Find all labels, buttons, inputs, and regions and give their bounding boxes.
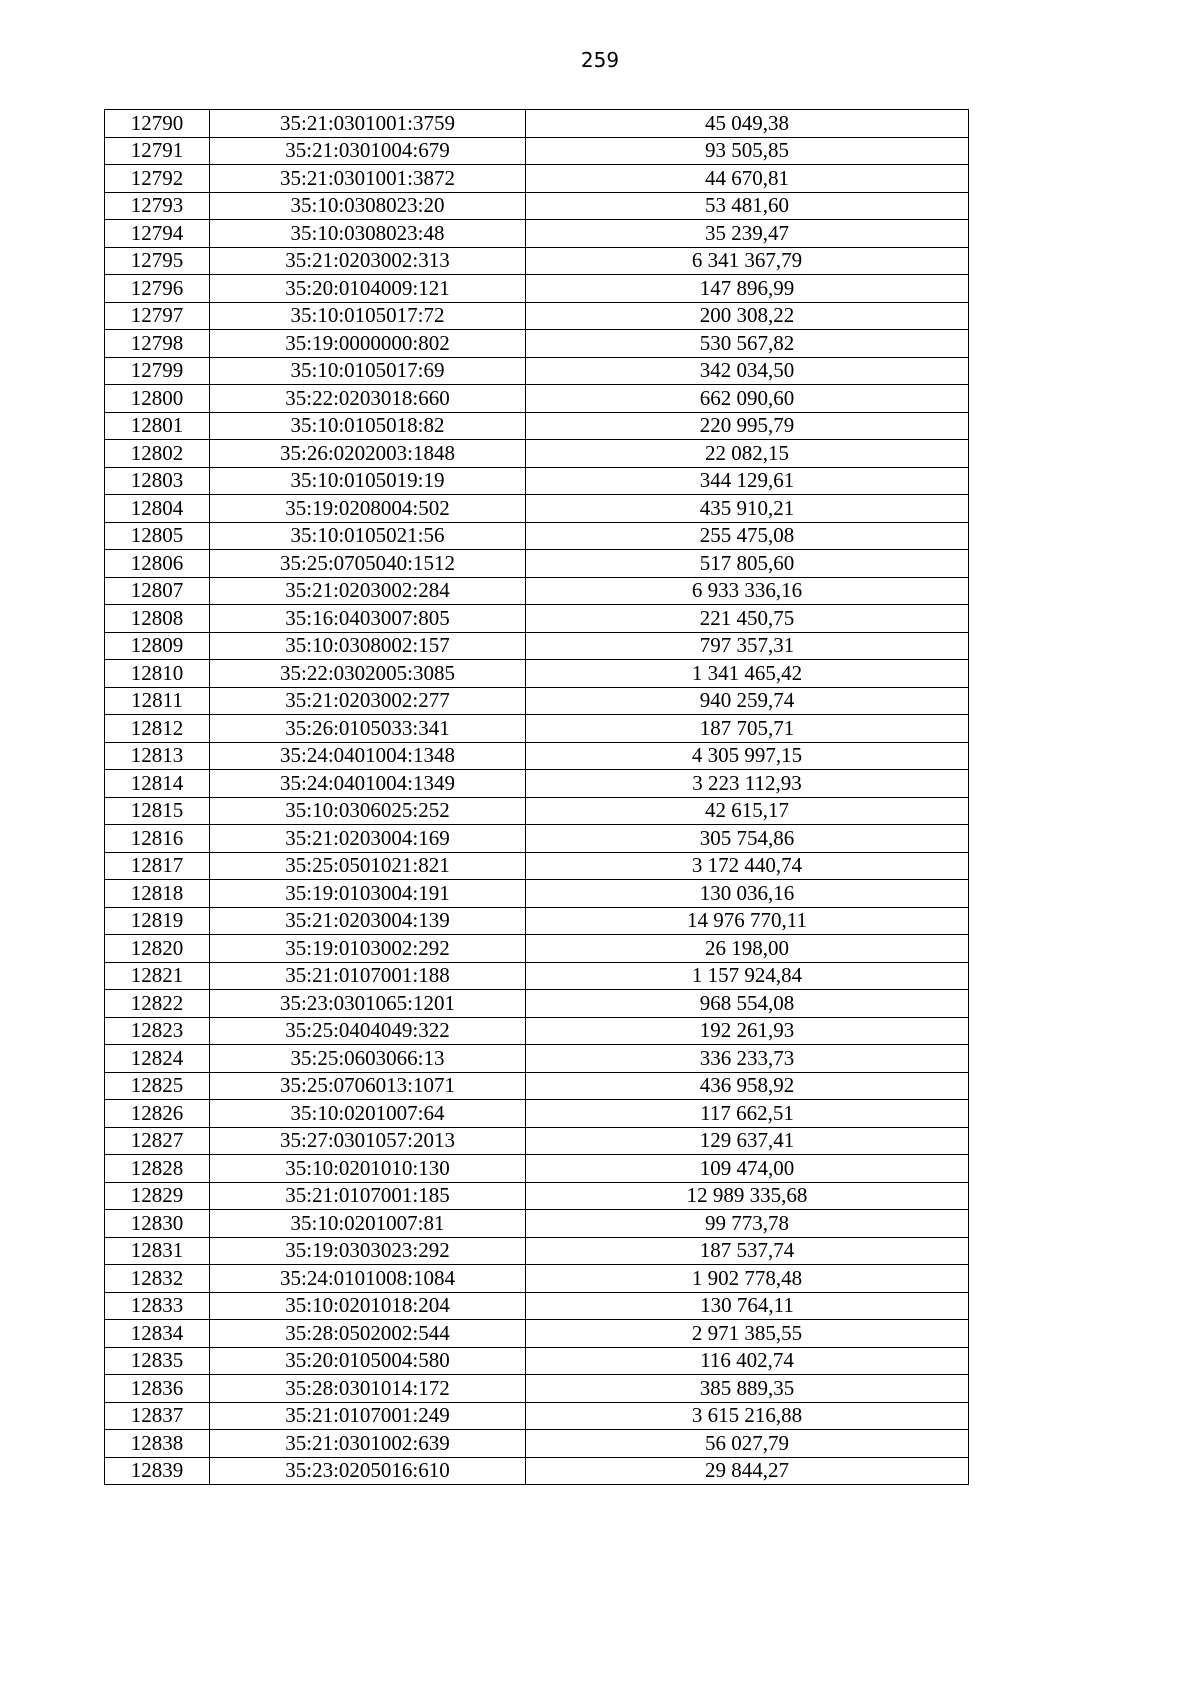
row-number-cell: 12820 [105,935,210,963]
value-cell: 130 036,16 [526,880,969,908]
row-number-cell: 12831 [105,1237,210,1265]
cadastral-number-cell: 35:19:0103002:292 [210,935,526,963]
table-row [105,1127,969,1155]
table-row [105,880,969,908]
value-cell: 435 910,21 [526,495,969,523]
cadastral-number-cell: 35:21:0203004:139 [210,907,526,935]
table-row [105,1210,969,1238]
row-number-cell: 12812 [105,715,210,743]
table-row [105,962,969,990]
value-cell: 436 958,92 [526,1072,969,1100]
cadastral-number-cell: 35:25:0705040:1512 [210,550,526,578]
cadastral-number-cell: 35:24:0401004:1348 [210,742,526,770]
row-number-cell: 12817 [105,852,210,880]
value-cell: 117 662,51 [526,1100,969,1128]
row-number-cell: 12806 [105,550,210,578]
value-cell: 385 889,35 [526,1375,969,1403]
value-cell: 6 933 336,16 [526,577,969,605]
value-cell: 29 844,27 [526,1457,969,1485]
table-row [105,110,969,138]
table-row [105,990,969,1018]
cadastral-number-cell: 35:10:0105017:72 [210,302,526,330]
cadastral-number-cell: 35:20:0105004:580 [210,1347,526,1375]
value-cell: 129 637,41 [526,1127,969,1155]
value-cell: 42 615,17 [526,797,969,825]
cadastral-number-cell: 35:10:0105018:82 [210,412,526,440]
row-number-cell: 12827 [105,1127,210,1155]
table-row [105,770,969,798]
table-row [105,495,969,523]
row-number-cell: 12815 [105,797,210,825]
value-cell: 116 402,74 [526,1347,969,1375]
cadastral-number-cell: 35:21:0107001:188 [210,962,526,990]
row-number-cell: 12793 [105,192,210,220]
value-cell: 517 805,60 [526,550,969,578]
row-number-cell: 12803 [105,467,210,495]
row-number-cell: 12834 [105,1320,210,1348]
row-number-cell: 12821 [105,962,210,990]
table-row [105,330,969,358]
cadastral-number-cell: 35:10:0105021:56 [210,522,526,550]
value-cell: 344 129,61 [526,467,969,495]
cadastral-number-cell: 35:10:0308023:48 [210,220,526,248]
value-cell: 336 233,73 [526,1045,969,1073]
row-number-cell: 12836 [105,1375,210,1403]
row-number-cell: 12810 [105,660,210,688]
value-cell: 305 754,86 [526,825,969,853]
row-number-cell: 12791 [105,137,210,165]
value-cell: 1 157 924,84 [526,962,969,990]
value-cell: 3 172 440,74 [526,852,969,880]
table-body [105,110,969,1485]
row-number-cell: 12800 [105,385,210,413]
row-number-cell: 12825 [105,1072,210,1100]
cadastral-number-cell: 35:10:0308002:157 [210,632,526,660]
table-row [105,1045,969,1073]
row-number-cell: 12822 [105,990,210,1018]
value-cell: 35 239,47 [526,220,969,248]
row-number-cell: 12837 [105,1402,210,1430]
cadastral-number-cell: 35:10:0201007:64 [210,1100,526,1128]
table-row [105,1457,969,1485]
row-number-cell: 12811 [105,687,210,715]
row-number-cell: 12829 [105,1182,210,1210]
table-row [105,137,969,165]
value-cell: 940 259,74 [526,687,969,715]
cadastral-number-cell: 35:21:0203002:277 [210,687,526,715]
row-number-cell: 12819 [105,907,210,935]
table-row [105,220,969,248]
cadastral-number-cell: 35:10:0105019:19 [210,467,526,495]
value-cell: 1 902 778,48 [526,1265,969,1293]
table-row [105,742,969,770]
cadastral-number-cell: 35:10:0201007:81 [210,1210,526,1238]
cadastral-number-cell: 35:20:0104009:121 [210,275,526,303]
value-cell: 968 554,08 [526,990,969,1018]
table-row [105,192,969,220]
cadastral-number-cell: 35:25:0603066:13 [210,1045,526,1073]
table-row [105,467,969,495]
table-row [105,605,969,633]
cadastral-number-cell: 35:21:0203002:284 [210,577,526,605]
row-number-cell: 12794 [105,220,210,248]
cadastral-number-cell: 35:16:0403007:805 [210,605,526,633]
row-number-cell: 12808 [105,605,210,633]
table-row [105,1347,969,1375]
row-number-cell: 12801 [105,412,210,440]
table-row [105,687,969,715]
row-number-cell: 12824 [105,1045,210,1073]
table-row [105,852,969,880]
cadastral-number-cell: 35:21:0301004:679 [210,137,526,165]
table-row [105,715,969,743]
value-cell: 109 474,00 [526,1155,969,1183]
table-row [105,1430,969,1458]
value-cell: 44 670,81 [526,165,969,193]
value-cell: 4 305 997,15 [526,742,969,770]
table-row [105,1100,969,1128]
value-cell: 255 475,08 [526,522,969,550]
value-cell: 56 027,79 [526,1430,969,1458]
row-number-cell: 12802 [105,440,210,468]
cadastral-number-cell: 35:21:0301002:639 [210,1430,526,1458]
table-row [105,1237,969,1265]
table-row [105,1155,969,1183]
cadastral-number-cell: 35:22:0203018:660 [210,385,526,413]
value-cell: 53 481,60 [526,192,969,220]
value-cell: 192 261,93 [526,1017,969,1045]
row-number-cell: 12839 [105,1457,210,1485]
cadastral-number-cell: 35:22:0302005:3085 [210,660,526,688]
value-cell: 3 615 216,88 [526,1402,969,1430]
row-number-cell: 12826 [105,1100,210,1128]
table-row [105,550,969,578]
row-number-cell: 12818 [105,880,210,908]
cadastral-number-cell: 35:10:0306025:252 [210,797,526,825]
value-cell: 93 505,85 [526,137,969,165]
cadastral-number-cell: 35:24:0101008:1084 [210,1265,526,1293]
cadastral-number-cell: 35:19:0103004:191 [210,880,526,908]
value-cell: 3 223 112,93 [526,770,969,798]
table-row [105,440,969,468]
table-row [105,797,969,825]
cadastral-number-cell: 35:24:0401004:1349 [210,770,526,798]
cadastral-number-cell: 35:23:0301065:1201 [210,990,526,1018]
table-row [105,1320,969,1348]
value-cell: 221 450,75 [526,605,969,633]
value-cell: 130 764,11 [526,1292,969,1320]
row-number-cell: 12823 [105,1017,210,1045]
row-number-cell: 12807 [105,577,210,605]
cadastral-number-cell: 35:21:0203004:169 [210,825,526,853]
cadastral-number-cell: 35:25:0706013:1071 [210,1072,526,1100]
row-number-cell: 12804 [105,495,210,523]
cadastral-number-cell: 35:21:0301001:3872 [210,165,526,193]
table-row [105,632,969,660]
table-row [105,247,969,275]
cadastral-number-cell: 35:27:0301057:2013 [210,1127,526,1155]
value-cell: 6 341 367,79 [526,247,969,275]
cadastral-number-cell: 35:21:0203002:313 [210,247,526,275]
cadastral-number-cell: 35:10:0201018:204 [210,1292,526,1320]
value-cell: 22 082,15 [526,440,969,468]
cadastral-number-cell: 35:26:0202003:1848 [210,440,526,468]
row-number-cell: 12816 [105,825,210,853]
cadastral-number-cell: 35:10:0308023:20 [210,192,526,220]
value-cell: 14 976 770,11 [526,907,969,935]
table-row [105,660,969,688]
row-number-cell: 12795 [105,247,210,275]
value-cell: 26 198,00 [526,935,969,963]
table-row [105,907,969,935]
table-row [105,1375,969,1403]
cadastral-number-cell: 35:21:0107001:185 [210,1182,526,1210]
row-number-cell: 12809 [105,632,210,660]
value-cell: 1 341 465,42 [526,660,969,688]
table-row [105,275,969,303]
row-number-cell: 12832 [105,1265,210,1293]
value-cell: 200 308,22 [526,302,969,330]
cadastral-number-cell: 35:19:0303023:292 [210,1237,526,1265]
value-cell: 530 567,82 [526,330,969,358]
cadastral-number-cell: 35:25:0501021:821 [210,852,526,880]
table-row [105,165,969,193]
value-cell: 147 896,99 [526,275,969,303]
value-cell: 797 357,31 [526,632,969,660]
cadastral-number-cell: 35:28:0301014:172 [210,1375,526,1403]
cadastral-number-cell: 35:28:0502002:544 [210,1320,526,1348]
cadastral-number-cell: 35:23:0205016:610 [210,1457,526,1485]
table-row [105,825,969,853]
value-cell: 187 537,74 [526,1237,969,1265]
table-row [105,302,969,330]
row-number-cell: 12798 [105,330,210,358]
value-cell: 220 995,79 [526,412,969,440]
row-number-cell: 12799 [105,357,210,385]
row-number-cell: 12813 [105,742,210,770]
row-number-cell: 12814 [105,770,210,798]
row-number-cell: 12796 [105,275,210,303]
table-row [105,1072,969,1100]
data-table [104,109,969,1485]
value-cell: 45 049,38 [526,110,969,138]
cadastral-number-cell: 35:21:0301001:3759 [210,110,526,138]
cadastral-number-cell: 35:10:0201010:130 [210,1155,526,1183]
value-cell: 12 989 335,68 [526,1182,969,1210]
row-number-cell: 12835 [105,1347,210,1375]
value-cell: 2 971 385,55 [526,1320,969,1348]
table-row [105,385,969,413]
table-row [105,1265,969,1293]
row-number-cell: 12830 [105,1210,210,1238]
table-row [105,935,969,963]
cadastral-number-cell: 35:25:0404049:322 [210,1017,526,1045]
table-row [105,1292,969,1320]
value-cell: 187 705,71 [526,715,969,743]
row-number-cell: 12797 [105,302,210,330]
table-row [105,522,969,550]
page-number: 259 [580,48,620,72]
cadastral-number-cell: 35:10:0105017:69 [210,357,526,385]
row-number-cell: 12828 [105,1155,210,1183]
value-cell: 342 034,50 [526,357,969,385]
cadastral-number-cell: 35:21:0107001:249 [210,1402,526,1430]
table-row [105,1017,969,1045]
table-row [105,412,969,440]
cadastral-number-cell: 35:26:0105033:341 [210,715,526,743]
row-number-cell: 12833 [105,1292,210,1320]
table-row [105,1182,969,1210]
row-number-cell: 12790 [105,110,210,138]
row-number-cell: 12838 [105,1430,210,1458]
table-row [105,357,969,385]
table-row [105,577,969,605]
value-cell: 99 773,78 [526,1210,969,1238]
cadastral-number-cell: 35:19:0000000:802 [210,330,526,358]
row-number-cell: 12805 [105,522,210,550]
table-row [105,1402,969,1430]
value-cell: 662 090,60 [526,385,969,413]
cadastral-number-cell: 35:19:0208004:502 [210,495,526,523]
row-number-cell: 12792 [105,165,210,193]
